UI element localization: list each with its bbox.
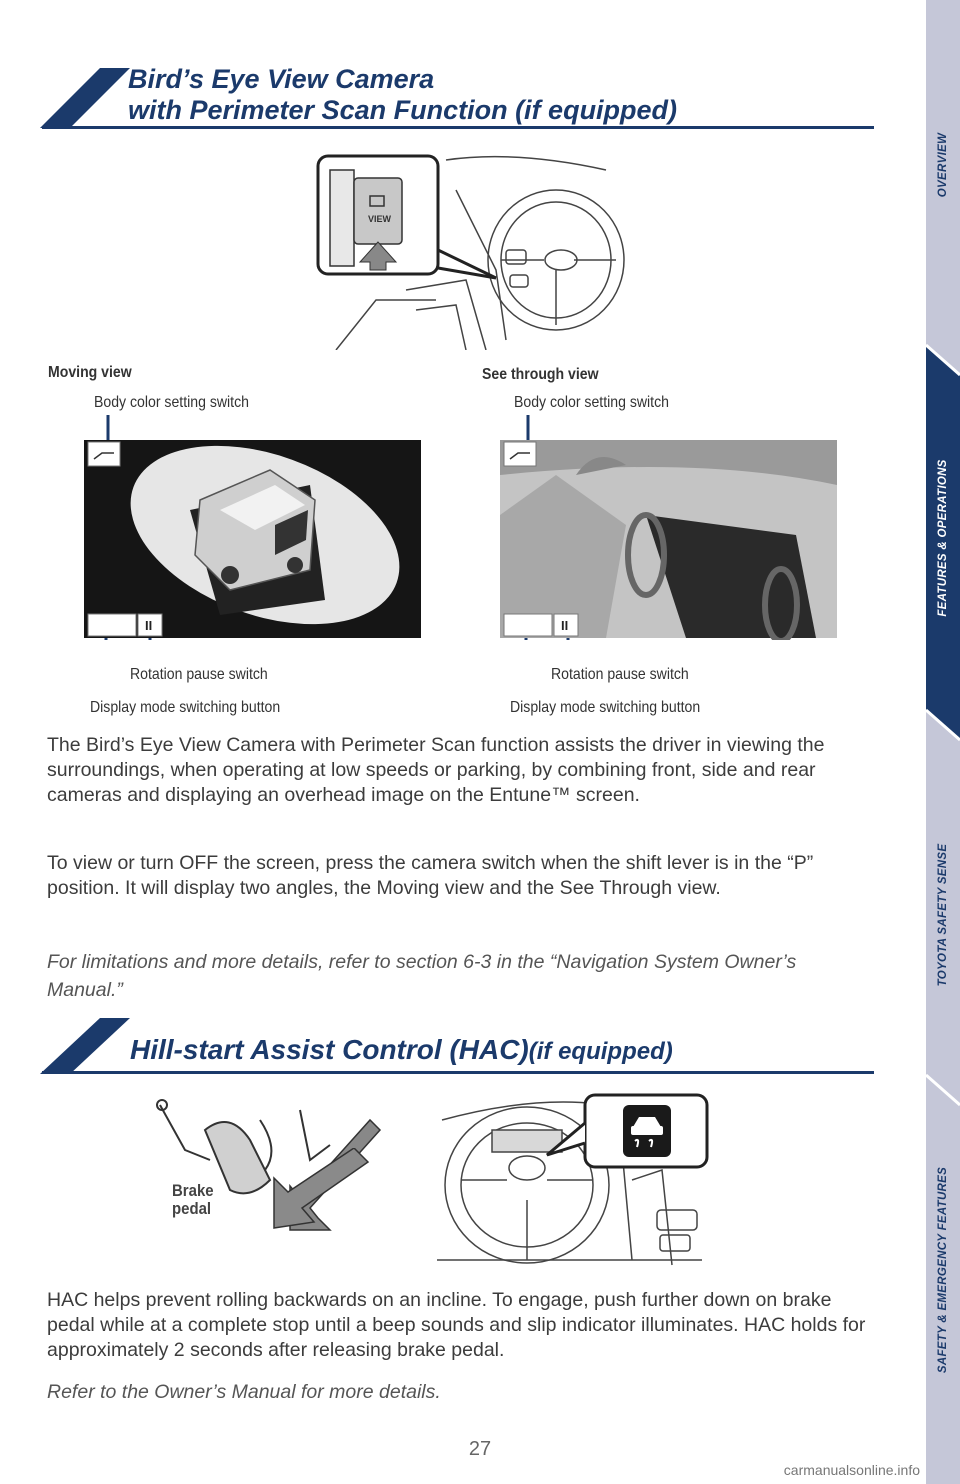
tab-toyota-safety-sense[interactable] (926, 725, 960, 1090)
section-rule (42, 126, 874, 129)
display-mode-left-button[interactable] (88, 614, 136, 636)
see-through-view-screen (496, 415, 841, 640)
body-color-switch-label-left: Body color setting switch (94, 394, 249, 411)
section-rule (42, 1071, 874, 1074)
hac-title-suffix: (if equipped) (528, 1038, 673, 1065)
display-mode-label-left: Display mode switching button (90, 699, 281, 716)
tab-safety-label: SAFETY & EMERGENCY FEATURES (937, 1166, 949, 1374)
tab-features-operations[interactable] (926, 360, 960, 725)
view-button-label: VIEW (368, 214, 392, 224)
rotation-pause-label-right: Rotation pause switch (551, 666, 689, 683)
svg-text:II: II (561, 618, 569, 633)
section-flag-icon (40, 62, 130, 132)
page-number: 27 (468, 1438, 492, 1460)
moving-view-screen (80, 415, 425, 640)
tab-features-label: FEATURES & OPERATIONS (937, 459, 949, 617)
hac-title-main: Hill-start Assist Control (HAC) (130, 1034, 529, 1065)
section-title-line1: Bird’s Eye View Camera (128, 64, 435, 94)
display-mode-label-right: Display mode switching button (510, 699, 701, 716)
hac-reference-note: Refer to the Owner’s Manual for more details. (47, 1381, 441, 1403)
hac-description-paragraph: HAC helps prevent rolling backwards on an incline. To engage, push further down on brake pedal while at a complete stop until a beep sounds and slip indicator illuminates. HAC holds for approximately 2 seconds after releasing brake pedal. (47, 1289, 866, 1361)
bev-usage-paragraph: To view or turn OFF the screen, press the camera switch when the shift lever is in the “P” position. It will display two angles, the Moving view and the See Through view. (47, 852, 814, 899)
brake-label-line1: Brake (172, 1181, 214, 1200)
body-color-switch-right-button[interactable] (504, 442, 536, 466)
section-title-line2: with Perimeter Scan Function (if equipped) (128, 95, 678, 125)
brake-label-line2: pedal (172, 1199, 212, 1218)
tab-tss-label: TOYOTA SAFETY SENSE (937, 843, 949, 987)
watermark: carmanualsonline.info (783, 1462, 920, 1478)
dashboard-illustration (316, 150, 626, 350)
tab-overview[interactable] (926, 0, 960, 360)
bev-reference-note: For limitations and more details, refer to section 6-3 in the “Navigation System Owner’s Manual.” (47, 951, 797, 1001)
rotation-pause-label-left: Rotation pause switch (130, 666, 268, 683)
section-tabs (926, 0, 960, 1484)
moving-view-title: Moving view (48, 364, 132, 381)
rotation-pause-right-button[interactable] (554, 614, 578, 636)
rotation-pause-left-button[interactable] (138, 614, 162, 636)
brake-arrow-icon (264, 1148, 374, 1238)
brake-pedal-label (172, 1182, 214, 1218)
tab-safety-emergency[interactable] (926, 1090, 960, 1484)
section-flag-icon (40, 1010, 130, 1080)
svg-text:II: II (145, 618, 153, 633)
body-color-switch-left-button[interactable] (88, 442, 120, 466)
body-color-switch-label-right: Body color setting switch (514, 394, 669, 411)
bev-description-paragraph: The Bird’s Eye View Camera with Perimeter Scan function assists the driver in viewing the surroundings, when operating at low speeds or parking, by combining front, side and rear cameras and displaying an overhead image on the Entune™ screen. (47, 734, 825, 806)
tab-overview-label: OVERVIEW (937, 132, 949, 198)
slip-indicator-icon (623, 1105, 671, 1157)
display-mode-right-button[interactable] (504, 614, 552, 636)
slip-indicator-callout (545, 1093, 710, 1173)
hac-section-title (130, 1035, 673, 1067)
see-through-view-title: See through view (482, 366, 599, 383)
